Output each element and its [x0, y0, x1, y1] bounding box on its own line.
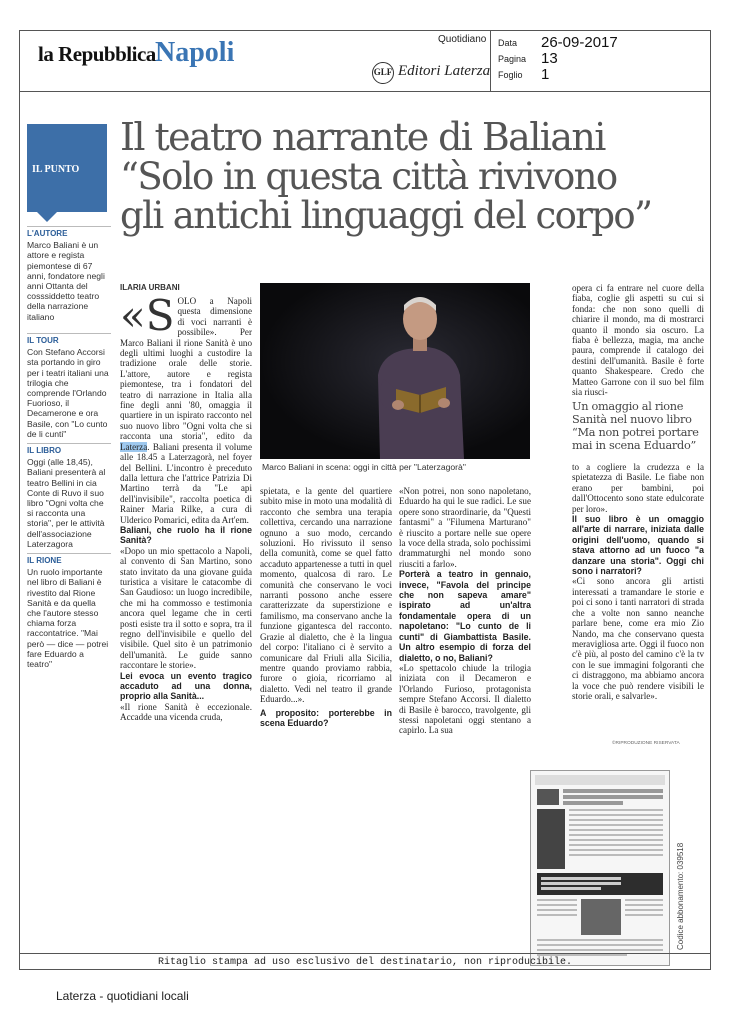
headline-line-2: “Solo in questa città rivivono — [120, 155, 617, 198]
article-photo — [260, 283, 530, 459]
date-value: 26-09-2017 — [541, 34, 618, 51]
sidebar-text: Oggi (alle 18,45), Baliani presenterà al teatro Bellini in cia Conte di Ruvo il suo libro "Ogni volta che si racconta una storia", per le attività dell'associazione Laterzagora — [27, 457, 106, 549]
page-thumbnail — [530, 770, 670, 966]
clipping-notice: Ritaglio stampa ad uso esclusivo del destinatario, non riproducibile. — [157, 957, 573, 968]
publisher-name: Editori Laterza — [398, 63, 491, 79]
paragraph: «Non potrei, non sono napoletano, Eduardo ha qui le sue radici. Le sue opere sono straordinarie, da "Questi fantasmi" a "Filumena Marturano" è riuscito a portare nelle sue opere la voce della strada, solo pochissimi drammaturghi nel mondo sono riusciti a farlo». — [399, 486, 531, 569]
article-column-2 — [260, 486, 392, 728]
article-column-4b — [572, 462, 704, 701]
sidebar-heading: IL RIONE — [27, 553, 111, 566]
source-label: Laterza - quotidiani locali — [56, 989, 189, 1003]
interview-question: A proposito: porterebbe in scena Eduardo? — [260, 707, 392, 728]
sidebar-block-rione — [27, 553, 111, 669]
page-label: Pagina — [498, 54, 527, 64]
paragraph: «Dopo un mio spettacolo a Napoli, al convento di San Martino, sono stato invitato da una giovane guida turistica a visitare le catacombe di San Gaudioso: un luogo incredibile, che mi ha commosso e testimonia ancora quel legame che in certi posti esiste tra il sotto e sopra, tra il regno dell'invisibile e quello del visibile. Quel sito è un patrimonio dell'umanità. Le guide sanno raccontare le storie». — [120, 545, 252, 671]
sidebar-block-tour — [27, 333, 111, 439]
article-headline — [120, 115, 710, 237]
interview-question: Il suo libro è un omaggio all'arte di narrare, iniziata dalle origini dell'uomo, quando si stava attorno ad un fuoco "a danzare una storia". Oggi chi sono i narratori? — [572, 514, 704, 577]
photo-caption: Marco Baliani in scena: oggi in città per "Laterzagorà" — [262, 462, 466, 472]
paragraph: spietata, e la gente del quartiere subito mise in moto una modalità di racconto che sembra una terapia collettiva, cercando una narrazione ognuno a suo modo, cercando soluzioni. Ho rivissuto il senso della comunità, come se quel fatto accaduto appartenesse a tutti in quel momento, qualcosa di raro. Le comunità che conservano le voci narranti possono anche essere caratterizzate da superstizione e familismo, ma conservano anche la funzione gigantesca del racconto. Grazie al dialetto, che è la lingua del corpo: l'italiano ci è servito a comunicare dal Friuli alla Sicilia, mentre quando proviamo rabbia, furore o gioia, ricorriamo al dialetto. Vedi nel teatro il grande Eduardo...». — [260, 486, 392, 705]
sheet-label: Foglio — [498, 70, 523, 80]
paragraph: «Il rione Sanità è eccezionale. Accadde una vicenda cruda, — [120, 701, 252, 723]
byline: ILARIA URBANI — [120, 283, 180, 292]
paragraph: «Ci sono ancora gli artisti interessati a tramandare le storie e poi ci sono i tanti narratori di strada che a volte non sanno neanche parlare bene, come era mio Zio Nando, ma che conservano questa meravigliosa arte. Oggi il fuoco non c'è più, al posto del camino c'è la tv con le sue immagini folgoranti che ci distraggono, ma abbiamo ancora la voce che può rendere visibili le storie orali, e salvarle». — [572, 576, 704, 701]
headline-line-3: gli antichi linguaggi del corpo” — [120, 194, 652, 237]
page-thumbnail-icon — [531, 771, 669, 965]
interview-question: Porterà a teatro in gennaio, invece, "Favola del principe che non sapeva amare" ispirato ad un'altra fondamentale opera di un napoletano: "Lo cunto de li cunti" di Giambattista Basile. Un altro esempio di forza del dialetto, o no, Baliani? — [399, 569, 531, 663]
sidebar-block-author — [27, 226, 111, 322]
sidebar-text: Con Stefano Accorsi sta portando in giro per i teatri italiani una trilogia che comprende l'Orlando Fuorioso, il Decamerone e ora Basile, con "Lo cunto de li cunti" — [27, 347, 109, 439]
paragraph: OLO a Napoli questa dimensione di voci narranti è possibile». Per Marco Baliani il rione Sanità è uno degli ultimi luoghi a custodire la tradizione orale delle storie. L'attore, autore e regista piemontese, tra i fondatori del teatro di narrazione in Italia alla fine degli anni '80, omaggia il quartiere in un ispirato racconto nel suo nuovo libro "Ogni volta che si racconta una storia", edito da — [120, 296, 252, 442]
sidebar-heading: IL LIBRO — [27, 443, 111, 456]
interview-question: Lei evoca un evento tragico accaduto ad una donna, proprio alla Sanità... — [120, 670, 252, 702]
sidebar-heading: L'AUTORE — [27, 226, 111, 239]
sidebar-block-book — [27, 443, 111, 549]
publication-type: Quotidiano — [438, 34, 487, 45]
subscription-code: Codice abbonamento: 039518 — [676, 842, 685, 950]
sheet-value: 1 — [541, 66, 550, 83]
page-value: 13 — [541, 50, 558, 67]
header-divider — [19, 91, 711, 92]
article-column-1 — [120, 291, 252, 723]
section-badge-label: IL PUNTO — [32, 164, 80, 175]
section-badge — [27, 124, 107, 212]
footer-divider — [19, 953, 711, 954]
paragraph: «Lo spettacolo chiude la trilogia iniziata con il Decameron e l'Orlando Furioso, protagonista sempre Stefano Accorsi. Il dialetto di Basile è barocco, travolgente, gli stessi napoletani oggi stentano a capirlo. La sua — [399, 662, 531, 736]
newspaper-logo: la Repubblica — [38, 42, 156, 66]
article-subhead: Un omaggio al rione Sanità nel nuovo libro “Ma non potrei portare mai in scena Eduardo” — [572, 400, 699, 452]
sidebar-text: Marco Baliani è un attore e regista piemontese di 67 anni, fondatore negli anni Ottanta del cosssiddetto teatro della narrazione italiano — [27, 240, 105, 322]
reproduction-notice: ©RIPRODUZIONE RISERVATA — [612, 741, 680, 746]
meta-date — [498, 34, 698, 50]
paragraph: . Baliani presenta il volume alle 18.45 a Laterzagorà, nel foyer del Bellini. L'incontro è preceduto dalla lettura che l'attrice Patrizia Di Martino terrà da "Le api dell'invisibile", raccolta poetica di Rainer Maria Rilke, a cura di Ulderico Pomarici, edita da Art'em. — [120, 441, 252, 525]
meta-page — [498, 50, 698, 66]
article-column-4 — [572, 283, 704, 397]
paragraph: opera ci fa entrare nel cuore della fiaba, coglie gli aspetti su cui si fonda: che non sono quelli di chiarire il mondo, ma di mostrarci quanto il mondo sia oscuro. La fiaba è bellezza, magia, ma anche paura, comprende il catalogo dei destini dell'umanità. Basile è forte quanto Shakespeare. Credo che Matteo Garrone con il suo bel film sia riusci- — [572, 283, 704, 398]
sidebar-heading: IL TOUR — [27, 333, 111, 346]
publisher-logo-icon: GLF — [372, 62, 394, 84]
meta-sheet — [498, 66, 698, 82]
paragraph: to a cogliere la crudezza e la spietatezza di Basile. Le fiabe non erano per bambini, poi dall'Ottocento sono state edulcorate per loro». — [572, 462, 704, 514]
edition-name: Napoli — [155, 37, 235, 68]
highlighted-word: Laterza — [120, 441, 148, 452]
sidebar-text: Un ruolo importante nel libro di Baliani è rivestito dal Rione Sanità e da quella che l'autore stesso chiama forza raccontatrice. "Mai però — dice — potrei fare Eduardo a teatro" — [27, 567, 109, 670]
dropcap: «S — [120, 291, 175, 340]
headline-line-1: Il teatro narrante di Baliani — [120, 115, 605, 159]
performer-photo-icon — [260, 283, 530, 459]
date-label: Data — [498, 38, 518, 48]
interview-question: Baliani, che ruolo ha il rione Sanità? — [120, 524, 252, 546]
article-column-3 — [399, 486, 531, 736]
